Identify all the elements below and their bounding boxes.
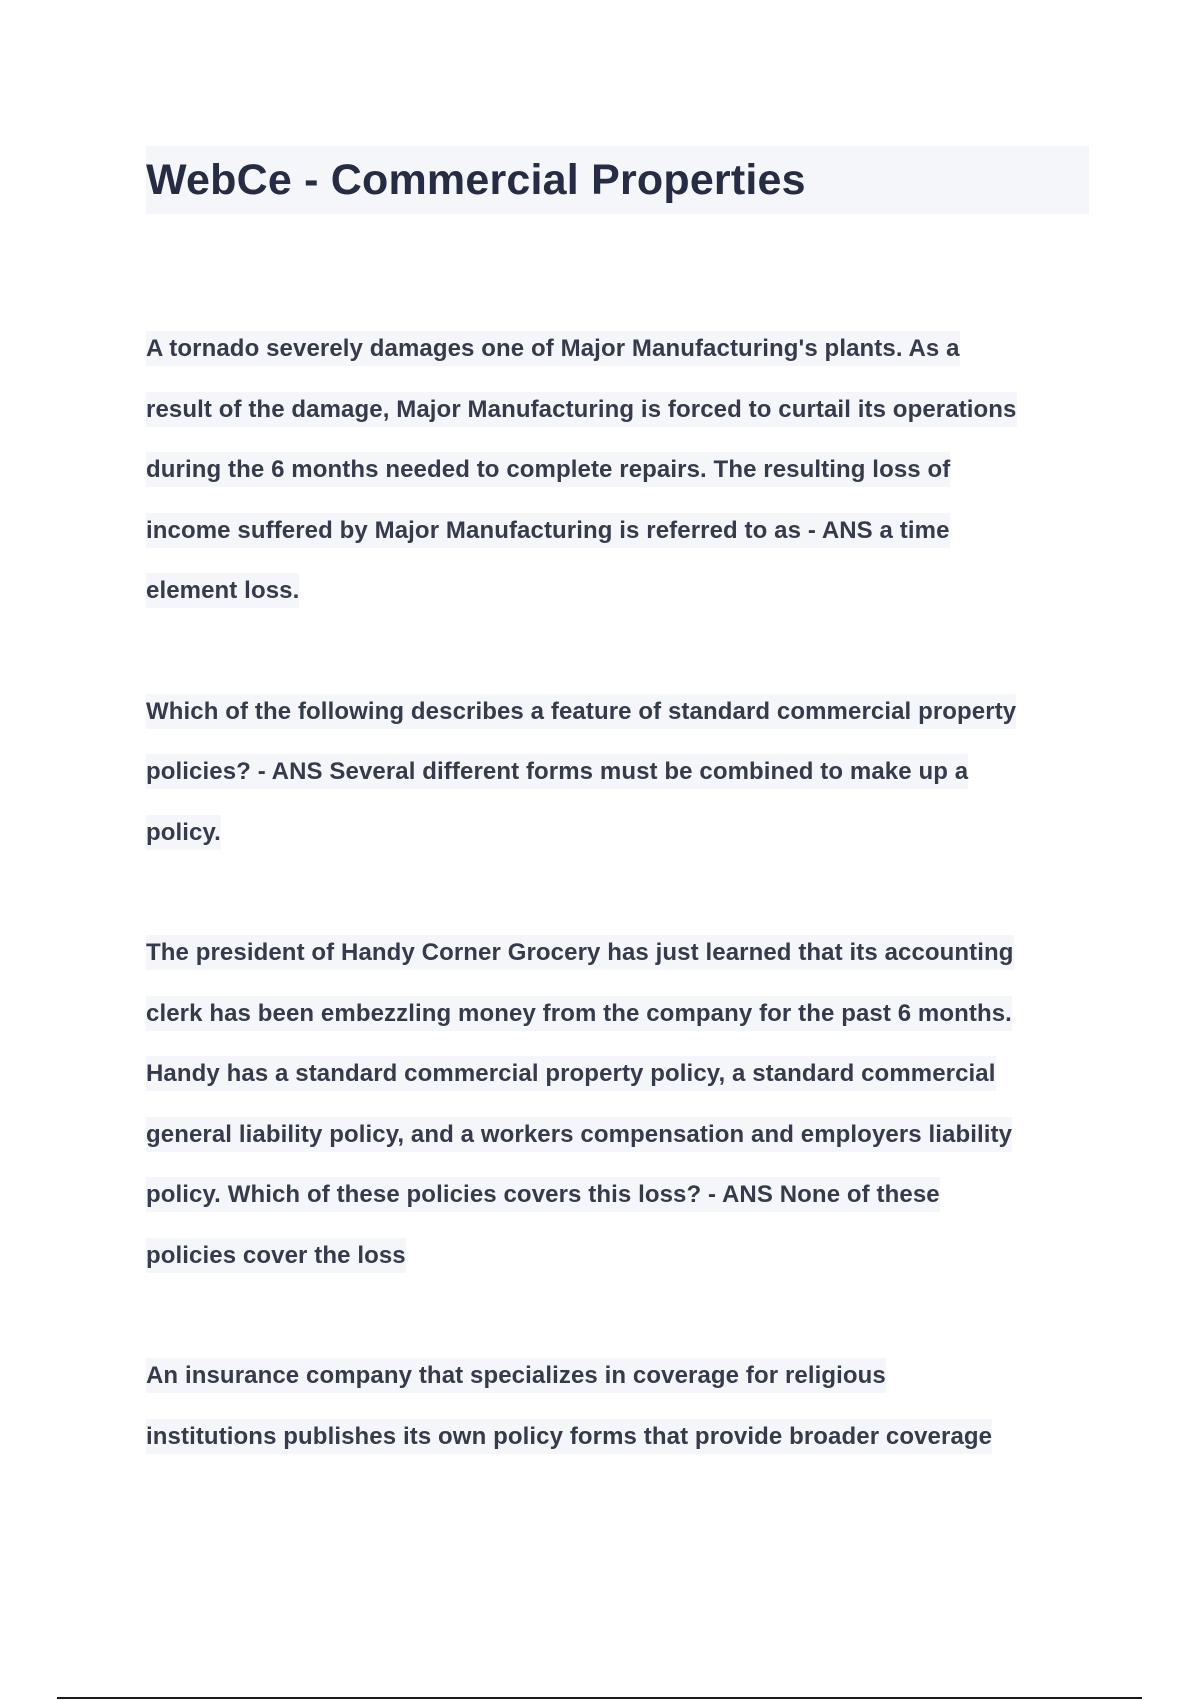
text-line: The president of Handy Corner Grocery has just learned that its accounting bbox=[146, 935, 1014, 970]
qa-entry-2 bbox=[146, 682, 1096, 864]
qa-entry-3 bbox=[146, 923, 1096, 1286]
text-line: element loss. bbox=[146, 573, 299, 608]
text-line: policies? - ANS Several different forms must be combined to make up a bbox=[146, 754, 968, 789]
qa-entry-4 bbox=[146, 1346, 1096, 1467]
text-line: policy. bbox=[146, 815, 221, 850]
document-body bbox=[146, 319, 1096, 1527]
qa-entry-1 bbox=[146, 319, 1096, 622]
text-line: income suffered by Major Manufacturing is referred to as - ANS a time bbox=[146, 513, 950, 548]
text-line: Which of the following describes a feature of standard commercial property bbox=[146, 694, 1016, 729]
text-line: An insurance company that specializes in coverage for religious bbox=[146, 1358, 886, 1393]
text-line: A tornado severely damages one of Major Manufacturing's plants. As a bbox=[146, 331, 960, 366]
text-line: general liability policy, and a workers compensation and employers liability bbox=[146, 1117, 1012, 1152]
text-line: clerk has been embezzling money from the company for the past 6 months. bbox=[146, 996, 1012, 1031]
text-line: policy. Which of these policies covers this loss? - ANS None of these bbox=[146, 1177, 940, 1212]
page-title: WebCe - Commercial Properties bbox=[146, 156, 806, 204]
text-line: policies cover the loss bbox=[146, 1238, 406, 1273]
title-block bbox=[146, 146, 1089, 214]
footer-divider bbox=[57, 1697, 1142, 1699]
text-line: result of the damage, Major Manufacturing is forced to curtail its operations bbox=[146, 392, 1017, 427]
text-line: institutions publishes its own policy forms that provide broader coverage bbox=[146, 1419, 992, 1454]
text-line: during the 6 months needed to complete repairs. The resulting loss of bbox=[146, 452, 950, 487]
text-line: Handy has a standard commercial property policy, a standard commercial bbox=[146, 1056, 996, 1091]
